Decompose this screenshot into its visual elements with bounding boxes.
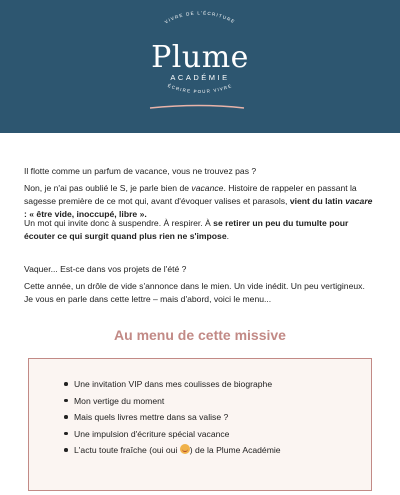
menu-list [29,359,371,459]
this-year-paragraph: Cette année, un drôle de vide s'annonce dans le mien. Un vide inédit. Un peu vertigineux. Je vous en parle dans cette lettre – mais d'abord, voici le menu... [24,281,365,305]
intro-paragraph: Il flotte comme un parfum de vacance, vous ne trouvez pas ? [24,166,257,176]
menu-item: L'actu toute fraîche (oui oui ) de la Plume Académie [74,442,371,459]
menu-item: Mon vertige du moment [74,393,371,410]
logo-arc-text-top: VIVRE DE L'ÉCRITURE [163,10,237,25]
logo-arc-text-bottom: ÉCRIRE POUR VIVRE [166,82,234,95]
smiling-face-icon [180,444,190,454]
svg-text:ÉCRIRE POUR VIVRE [167,82,233,94]
svg-text:VIVRE DE L'ÉCRITURE [164,9,236,24]
suspend-paragraph: Un mot qui invite donc à suspendre. À respirer. À se retirer un peu du tumulte pour écouter ce qui surgit quand plus rien ne s'impose. [24,218,349,242]
newsletter-header [0,0,400,133]
logo-swoosh [150,106,244,109]
menu-title: Au menu de cette missive [114,327,286,343]
menu-item: Une invitation VIP dans mes coulisses de biographe [74,376,371,393]
menu-box [28,358,372,491]
vaquer-paragraph: Vaquer... Est-ce dans vos projets de l'été ? [24,264,187,274]
menu-item: Mais quels livres mettre dans sa valise ? [74,409,371,426]
menu-item: Une impulsion d'écriture spécial vacance [74,426,371,443]
logo-wordmark: Plume [151,40,249,75]
vacance-paragraph: Non, je n'ai pas oublié le S, je parle bien de vacance. Histoire de rappeler en passant la sagesse première de ce mot qui, avant d'évoquer valises et parasols, vient du latin vacare : « être vide, inoccupé, libre ». [24,183,373,220]
logo-subtitle: ACADÉMIE [170,73,230,82]
